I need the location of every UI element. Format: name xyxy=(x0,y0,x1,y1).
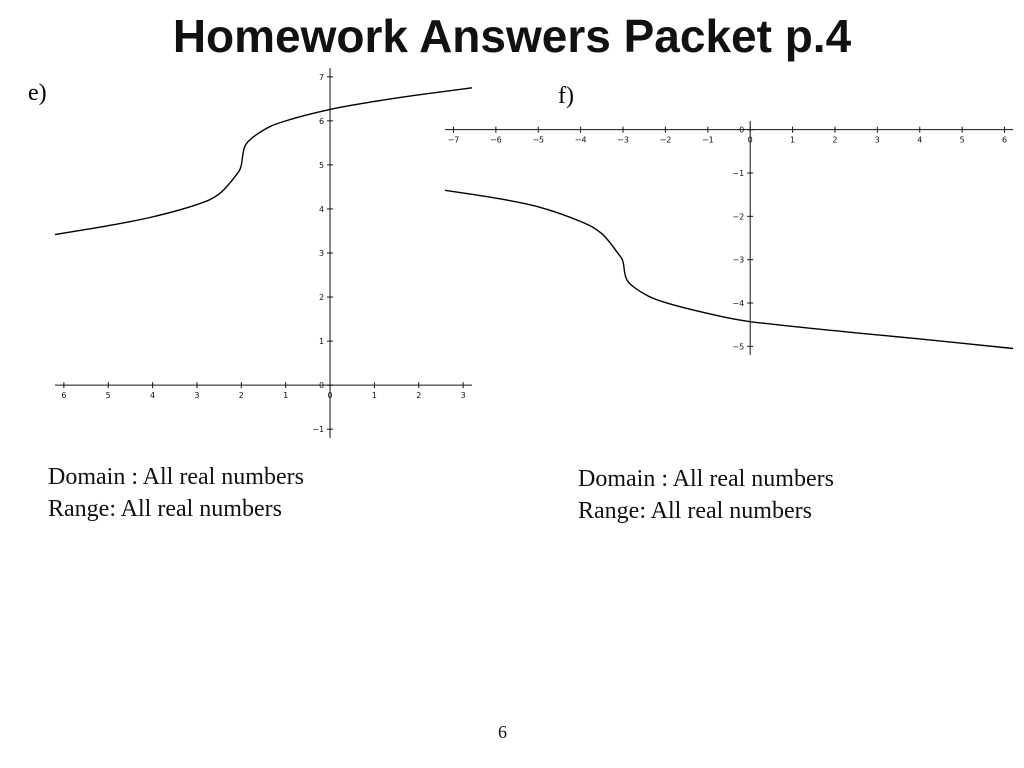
x-tick-label: −2 xyxy=(659,135,672,145)
graph-f xyxy=(445,121,1013,355)
x-tick-label: 3 xyxy=(460,391,466,401)
x-tick-label: 6 xyxy=(1001,135,1008,145)
y-tick-label: 5 xyxy=(318,160,325,170)
part-e-range: Range: All real numbers xyxy=(48,496,282,522)
y-tick-label: 0 xyxy=(739,125,745,135)
x-tick-label: −5 xyxy=(532,135,545,145)
x-tick-label: −6 xyxy=(489,135,502,145)
y-tick-label: 7 xyxy=(318,72,325,82)
y-tick-label: −2 xyxy=(732,212,745,222)
part-e-label: e) xyxy=(28,80,47,106)
curve-series xyxy=(55,88,472,235)
part-f-info xyxy=(578,463,834,527)
x-tick-label: −3 xyxy=(617,135,629,145)
x-tick-label: 1 xyxy=(371,391,377,401)
graph-e xyxy=(55,68,472,438)
y-tick-label: −3 xyxy=(732,255,745,265)
y-tick-label: 1 xyxy=(318,337,325,347)
y-tick-label: 3 xyxy=(318,249,325,258)
y-tick-label: 2 xyxy=(318,293,325,303)
part-f-label: f) xyxy=(558,83,574,109)
x-tick-label: 3 xyxy=(874,135,880,145)
y-tick-label: 6 xyxy=(318,116,325,126)
x-tick-label: 5 xyxy=(105,391,111,401)
part-e-info xyxy=(48,461,304,525)
part-f-domain: Domain : All real numbers xyxy=(578,466,834,492)
y-tick-label: −1 xyxy=(732,169,745,178)
curve-series xyxy=(445,190,1013,348)
x-tick-label: 4 xyxy=(150,391,156,401)
x-tick-label: 0 xyxy=(327,391,333,401)
x-tick-label: 0 xyxy=(747,135,753,145)
x-tick-label: 2 xyxy=(238,391,244,401)
x-tick-label: −4 xyxy=(574,135,587,145)
slide-title: Homework Answers Packet p.4 xyxy=(172,10,852,62)
x-tick-label: 6 xyxy=(61,391,67,401)
part-e-domain: Domain : All real numbers xyxy=(48,464,304,490)
x-tick-label: 2 xyxy=(416,391,422,401)
x-tick-label: 5 xyxy=(959,135,965,145)
page-number: 6 xyxy=(498,722,507,742)
x-tick-label: 1 xyxy=(283,391,289,401)
x-tick-label: 2 xyxy=(832,135,838,145)
x-tick-label: −1 xyxy=(701,135,714,145)
y-tick-label: −4 xyxy=(732,299,745,308)
y-tick-label: 4 xyxy=(318,204,325,214)
y-tick-label: −5 xyxy=(732,342,745,352)
x-tick-label: 1 xyxy=(790,135,796,145)
y-tick-label: −1 xyxy=(312,425,325,435)
x-tick-label: 3 xyxy=(194,391,200,401)
x-tick-label: −7 xyxy=(447,135,460,145)
y-tick-label: 0 xyxy=(318,381,325,391)
x-tick-label: 4 xyxy=(917,135,923,145)
part-f-range: Range: All real numbers xyxy=(578,498,812,524)
